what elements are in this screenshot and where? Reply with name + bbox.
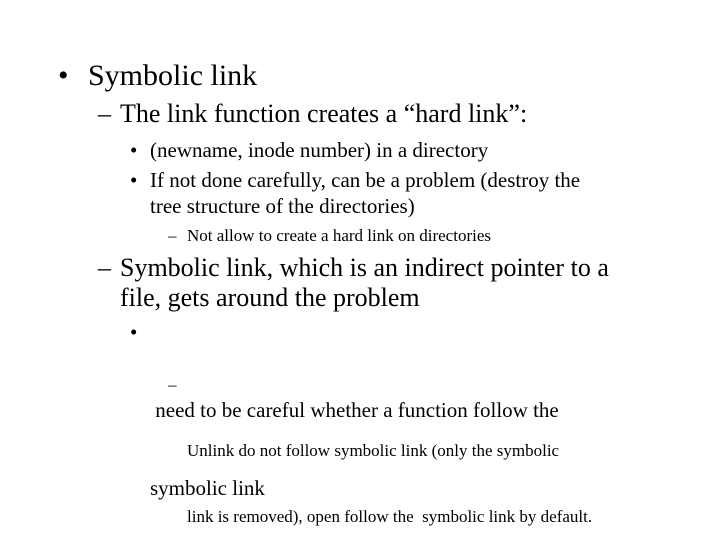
bullet-text-line-2: tree structure of the directories): [150, 194, 415, 218]
bullet-item-not-allow-hard-link: [168, 225, 491, 247]
bullet-text-line-2: symbolic link: [150, 476, 265, 500]
bullet-item-indirect-pointer: [98, 253, 609, 313]
bullet-text: Not allow to create a hard link on directories: [187, 226, 491, 245]
bullet-item-not-done-carefully: [130, 167, 580, 219]
bullet-text: Symbolic link: [88, 59, 258, 92]
bullet-text: The link function creates a “hard link”:: [120, 99, 528, 128]
bullet-text: (newname, inode number) in a directory: [150, 138, 489, 162]
dash-marker: –: [98, 99, 111, 128]
bullet-marker: •: [130, 138, 138, 162]
bullet-text-line-1: Unlink do not follow symbolic link (only the symbolic: [187, 441, 560, 460]
bullet-marker: •: [130, 168, 138, 192]
bullet-marker: •: [58, 59, 69, 92]
bullet-item-symbolic-link: [58, 59, 257, 93]
bullet-text-line-1: If not done carefully, can be a problem (destroy the: [150, 168, 581, 192]
dash-marker: –: [168, 375, 177, 394]
bullet-item-newname-inode: [130, 137, 488, 163]
bullet-text-line-2: link is removed), open follow the symbolic link by default.: [187, 507, 593, 526]
bullet-text-line-2: file, gets around the problem: [120, 283, 420, 312]
dash-marker: –: [98, 253, 111, 282]
bullet-text-line-1: need to be careful whether a function follow the: [150, 398, 559, 422]
dash-marker: –: [168, 226, 177, 245]
bullet-text-line-1: Symbolic link, which is an indirect pointer to a: [120, 253, 609, 282]
bullet-item-hard-link-function: [98, 99, 527, 129]
bullet-marker: •: [130, 320, 138, 344]
bullet-item-unlink-behavior: [168, 374, 592, 550]
